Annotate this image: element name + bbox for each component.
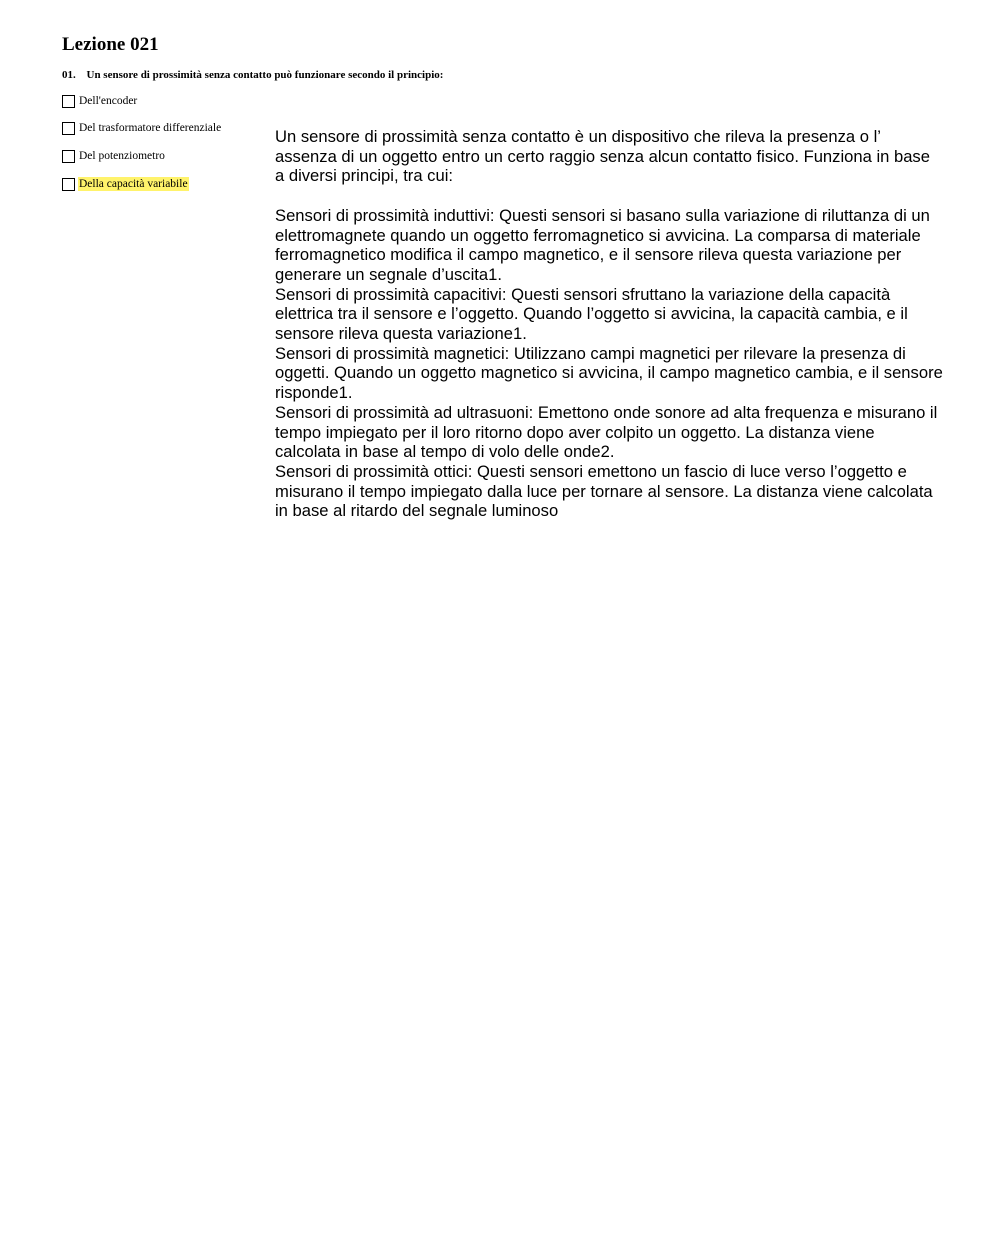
option-label: Del potenziometro bbox=[79, 150, 165, 162]
option-encoder[interactable] bbox=[62, 94, 138, 108]
option-potenziometro[interactable] bbox=[62, 149, 166, 163]
question-number: 01. bbox=[62, 69, 76, 81]
explanation-item-ultrasuoni: Sensori di prossimità ad ultrasuoni: Emettono onde sonore ad alta frequenza e misurano il tempo impiegato per il loro ritorno dopo aver colpito un oggetto. La distanza viene calcolata in base al tempo di volo delle onde2. bbox=[275, 402, 938, 462]
option-checkbox[interactable] bbox=[62, 122, 75, 135]
lesson-title: Lezione 021 bbox=[62, 34, 159, 55]
option-checkbox[interactable] bbox=[62, 150, 75, 163]
option-label: Dell'encoder bbox=[79, 95, 138, 107]
question-text: Un sensore di prossimità senza contatto può funzionare secondo il principio: bbox=[86, 69, 444, 81]
option-label: Del trasformatore differenziale bbox=[79, 122, 222, 134]
option-checkbox[interactable] bbox=[62, 178, 75, 191]
option-label-highlighted: Della capacità variabile bbox=[79, 178, 188, 190]
option-checkbox[interactable] bbox=[62, 95, 75, 108]
explanation-item-induttivi: Sensori di prossimità induttivi: Questi sensori si basano sulla variazione di riluttanza di un elettromagnete quando un oggetto ferromagnetico si avvicina. La comparsa di materiale ferromagnetico modifica il campo magnetico, e il sensore rileva questa variazione per generare un segnale d’uscita1. bbox=[275, 205, 930, 284]
option-trasformatore-differenziale[interactable] bbox=[62, 121, 222, 135]
explanation-intro: Un sensore di prossimità senza contatto è un dispositivo che rileva la presenza o l’ assenza di un oggetto entro un certo raggio senza alcun contatto fisico. Funziona in base a diversi principi, tra cui: bbox=[275, 127, 930, 186]
explanation-item-magnetici: Sensori di prossimità magnetici: Utilizzano campi magnetici per rilevare la presenza di oggetti. Quando un oggetto magnetico si avvicina, il campo magnetico cambia, e il sensore risponde1. bbox=[275, 343, 943, 403]
option-capacita-variabile[interactable] bbox=[62, 177, 189, 191]
explanation-item-capacitivi: Sensori di prossimità capacitivi: Questi sensori sfruttano la variazione della capacità elettrica tra il sensore e l’oggetto. Quando l’oggetto si avvicina, la capacità cambia, e il sensore rileva questa variazione1. bbox=[275, 284, 908, 344]
explanation-item-ottici: Sensori di prossimità ottici: Questi sensori emettono un fascio di luce verso l’oggetto e misurano il tempo impiegato dalla luce per tornare al sensore. La distanza viene calcolata in base al ritardo del segnale luminoso bbox=[275, 461, 933, 521]
explanation-text bbox=[275, 127, 943, 521]
question bbox=[62, 68, 443, 82]
